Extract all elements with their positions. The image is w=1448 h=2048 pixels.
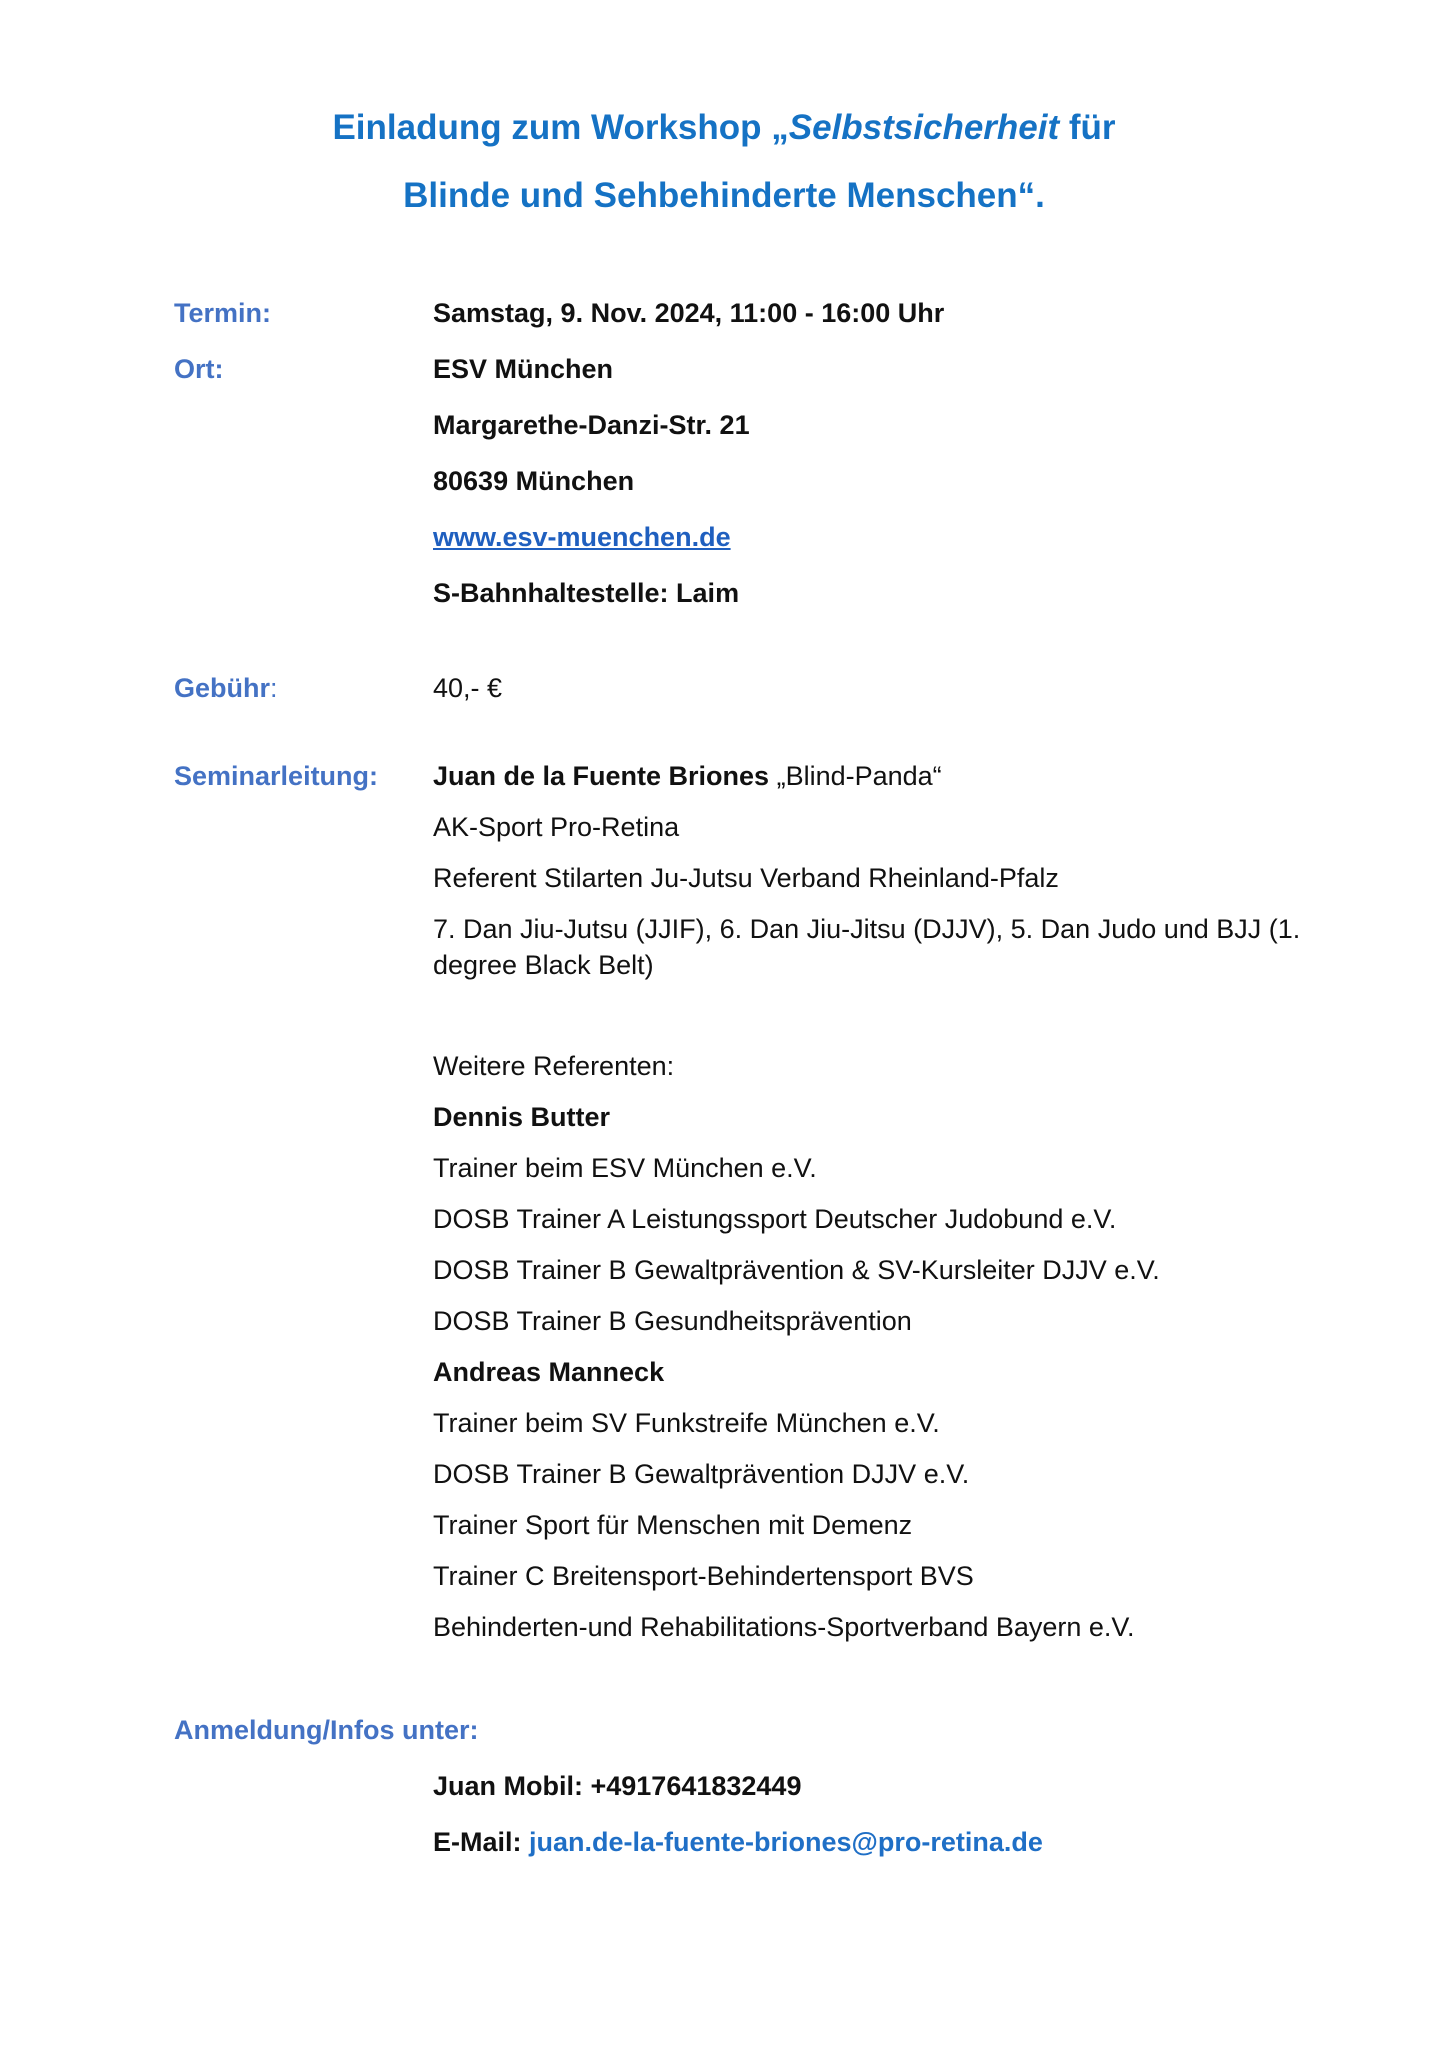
referent-line: Behinderten-und Rehabilitations-Sportverband Bayern e.V. bbox=[433, 1612, 1135, 1642]
ort-street: Margarethe-Danzi-Str. 21 bbox=[433, 410, 750, 440]
ort-city: 80639 München bbox=[433, 466, 635, 496]
seminarleitung-label: Seminarleitung: bbox=[174, 761, 379, 791]
title-line-2: Blinde und Sehbehinderte Menschen“. bbox=[403, 176, 1045, 215]
referent-line: DOSB Trainer B Gewaltprävention & SV-Kursleiter DJJV e.V. bbox=[433, 1255, 1160, 1285]
email-label: E-Mail: bbox=[433, 1827, 530, 1857]
title-prefix: Einladung zum Workshop „ bbox=[332, 108, 789, 147]
title-emphasis: Selbstsicherheit bbox=[788, 108, 1060, 147]
referent-line: DOSB Trainer A Leistungssport Deutscher Judobund e.V. bbox=[433, 1204, 1117, 1234]
referent-name: Andreas Manneck bbox=[433, 1357, 665, 1387]
ort-transit: S-Bahnhaltestelle: Laim bbox=[433, 578, 740, 608]
gebuehr-label bbox=[174, 672, 278, 704]
gebuehr-colon: : bbox=[270, 673, 278, 703]
gebuehr-value: 40,- € bbox=[433, 673, 503, 703]
referent-line: Trainer beim SV Funkstreife München e.V. bbox=[433, 1408, 940, 1438]
referent-line: Trainer beim ESV München e.V. bbox=[433, 1153, 817, 1183]
leader-line: Referent Stilarten Ju-Jutsu Verband Rheinland-Pfalz bbox=[433, 863, 1059, 893]
ort-name: ESV München bbox=[433, 354, 614, 384]
gebuehr-label-text: Gebühr bbox=[174, 673, 271, 703]
weitere-referenten-heading: Weitere Referenten: bbox=[433, 1051, 675, 1081]
website-link[interactable]: www.esv-muenchen.de bbox=[433, 522, 731, 552]
email-link[interactable]: juan.de-la-fuente-briones@pro-retina.de bbox=[529, 1827, 1043, 1857]
referent-line: DOSB Trainer B Gewaltprävention DJJV e.V. bbox=[433, 1459, 970, 1489]
termin-label: Termin: bbox=[174, 298, 272, 328]
title-line-1 bbox=[0, 108, 1448, 148]
leader-line: AK-Sport Pro-Retina bbox=[433, 812, 680, 842]
leader-nickname: „Blind-Panda“ bbox=[769, 761, 942, 791]
contact-email-row bbox=[433, 1826, 1043, 1858]
leader-line: 7. Dan Jiu-Jutsu (JJIF), 6. Dan Jiu-Jitsu (DJJV), 5. Dan Judo und BJJ (1. degree Black Belt) bbox=[433, 914, 1301, 980]
title-suffix: für bbox=[1059, 108, 1116, 147]
leader-name: Juan de la Fuente Briones bbox=[433, 761, 770, 791]
referent-line: Trainer C Breitensport-Behindertensport BVS bbox=[433, 1561, 974, 1591]
ort-website-row bbox=[433, 521, 731, 553]
termin-value: Samstag, 9. Nov. 2024, 11:00 - 16:00 Uhr bbox=[433, 298, 945, 328]
anmeldung-label: Anmeldung/Infos unter: bbox=[174, 1715, 479, 1745]
ort-label: Ort: bbox=[174, 354, 224, 384]
referent-name: Dennis Butter bbox=[433, 1102, 611, 1132]
referent-line: DOSB Trainer B Gesundheitsprävention bbox=[433, 1306, 912, 1336]
leader-row bbox=[433, 760, 942, 792]
contact-mobile: Juan Mobil: +4917641832449 bbox=[433, 1771, 802, 1801]
referent-line: Trainer Sport für Menschen mit Demenz bbox=[433, 1510, 913, 1540]
